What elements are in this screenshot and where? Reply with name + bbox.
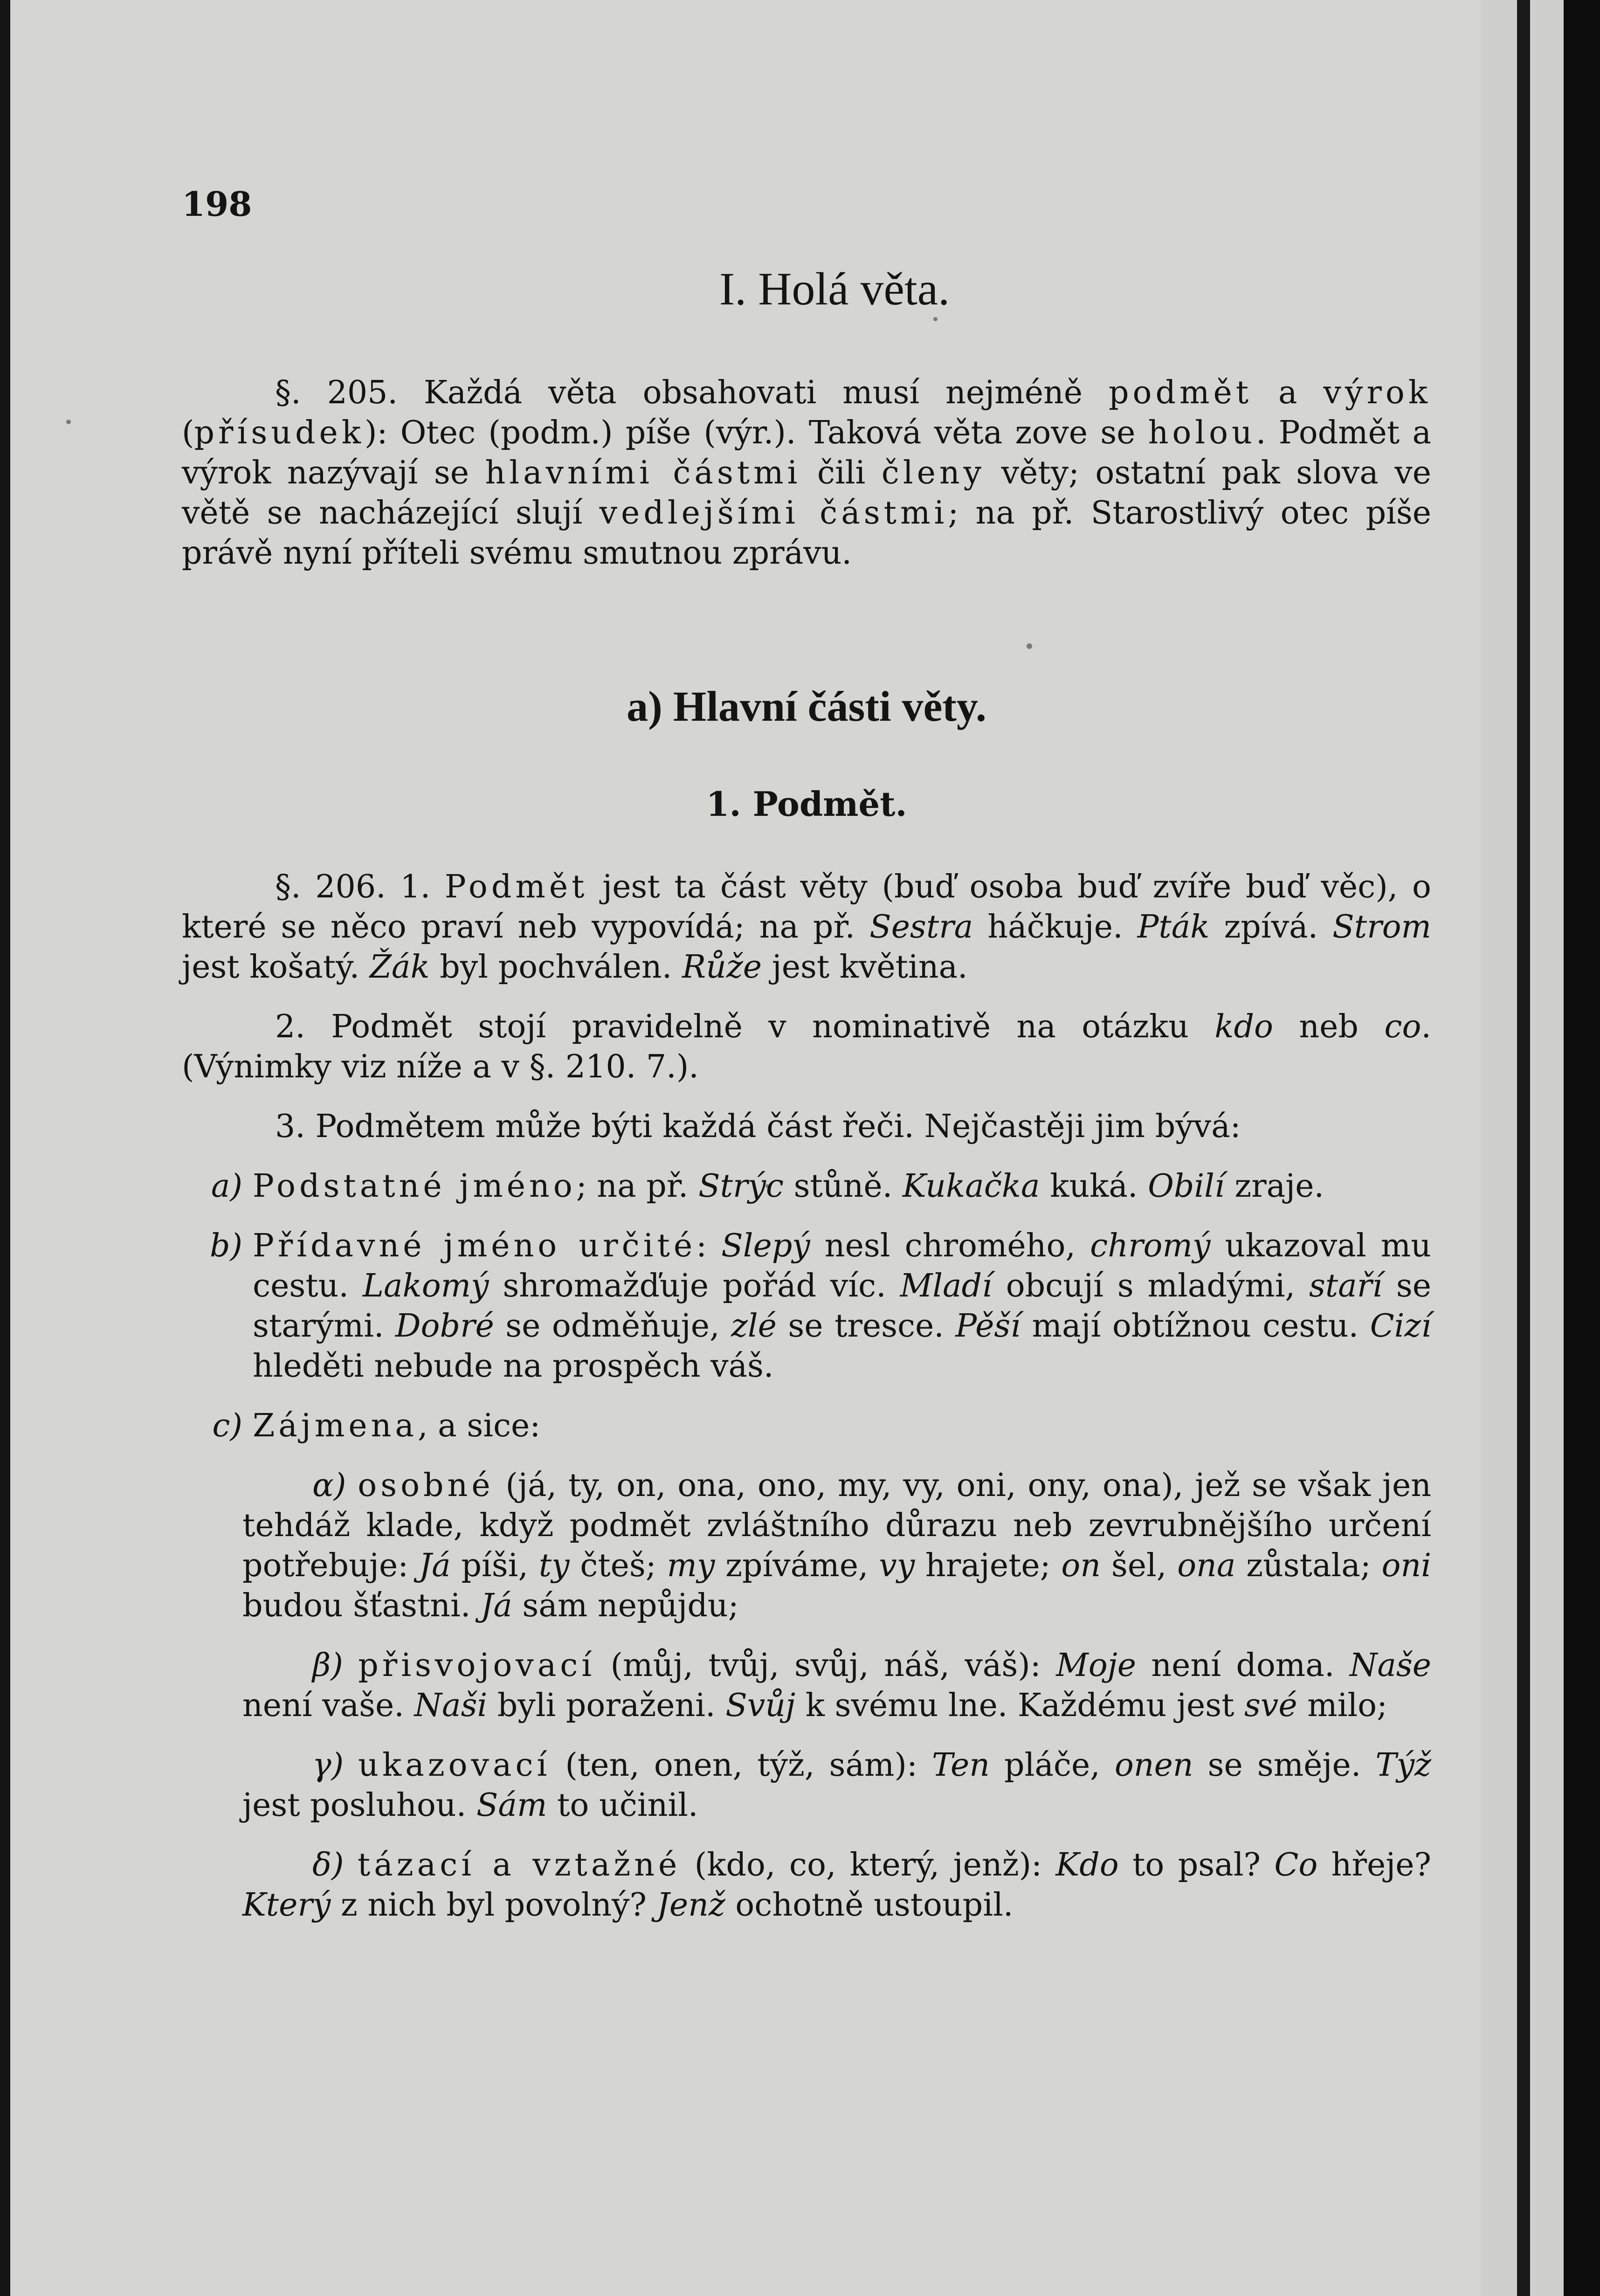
paragraph-206-1: §. 206. 1. Podmět jest ta část věty (buď osoba buď zvíře buď věc), o které se něco praví neb vypovídá; na př. Sestra háčkuje. Pták zpívá. Strom jest košatý. Žák byl pochválen. Růže jest květina. [182, 869, 1432, 986]
subitem-delta: δ) tázací a vztažné (kdo, co, který, jenž): Kdo to psal? Co hřeje? Který z nich byl povolný? Jenž ochotně ustoupil. [242, 1847, 1432, 1924]
subitem-alpha: α) osobné (já, ty, on, ona, ono, my, vy, oni, ony, ona), jež se však jen tehdáž klade, když podmět zvláštního důrazu neb zevrubnějšího určení potřebuje: Já píši, ty čteš; my zpíváme, vy hrajete; on šel, ona zůstala; oni budou šťastni. Já sám nepůjdu; [242, 1467, 1431, 1624]
list-label: c) [212, 1407, 242, 1444]
list-item-c [182, 1406, 1431, 1446]
scan-border-left [0, 0, 10, 2296]
list-label: a) [211, 1168, 242, 1205]
list-body: Zájmena, a sice: [253, 1407, 541, 1444]
section-title: I. Holá věta. [719, 263, 950, 315]
list-item-a [182, 1166, 1431, 1207]
subitem-label: β) [312, 1647, 343, 1684]
list-body: Podstatné jméno; na př. Strýc stůně. Kukačka kuká. Obilí zraje. [253, 1168, 1324, 1205]
subsubsection-title: 1. Podmět. [706, 784, 907, 824]
subitem-beta: β) přisvojovací (můj, tvůj, svůj, náš, váš): Moje není doma. Naše není vaše. Naši byli poraženi. Svůj k svému lne. Každému jest své milo; [242, 1647, 1431, 1724]
list-label: b) [209, 1227, 242, 1264]
subitem-label: α) [312, 1467, 346, 1504]
scan-border-right [1564, 0, 1600, 2296]
paragraph-205: §. 205. Každá věta obsahovati musí nejméně podmět a výrok (přísudek): Otec (podm.) píše (výr.). Taková věta zove se holou. Podmět a výrok nazývají se hlavními částmi čili členy věty; ostatní pak slova ve větě se nacházející slují vedlejšími částmi; na př. Starostlivý otec píše právě nyní příteli svému smutnou zprávu. [182, 374, 1432, 572]
scan-speck [66, 420, 71, 424]
subitem-label: γ) [312, 1747, 344, 1784]
subsection-title: a) Hlavní části věty. [627, 683, 986, 730]
scan-border-right-inner [1517, 0, 1530, 2296]
subitem-gamma: γ) ukazovací (ten, onen, týž, sám): Ten pláče, onen se směje. Týž jest posluhou. Sám to učinil. [242, 1747, 1431, 1824]
list-item-b [182, 1226, 1431, 1386]
subitem-label: δ) [312, 1847, 344, 1883]
paragraph-206-2: 2. Podmět stojí pravidelně v nominativě na otázku kdo neb co. (Výnimky viz níže a v §. 210. 7.). [182, 1008, 1432, 1085]
page-body [182, 172, 1431, 1945]
list-body: Přídavné jméno určité: Slepý nesl chromého, chromý ukazoval mu cestu. Lakomý shromažďuje pořád víc. Mladí obcují s mladými, staří se starými. Dobré se odměňuje, zlé se tresce. Pěší mají obtížnou cestu. Cizí hleděti nebude na prospěch váš. [253, 1227, 1431, 1385]
paragraph-206-3: 3. Podmětem může býti každá část řeči. Nejčastěji jim bývá: [275, 1108, 1241, 1145]
page-number: 198 [182, 184, 252, 224]
